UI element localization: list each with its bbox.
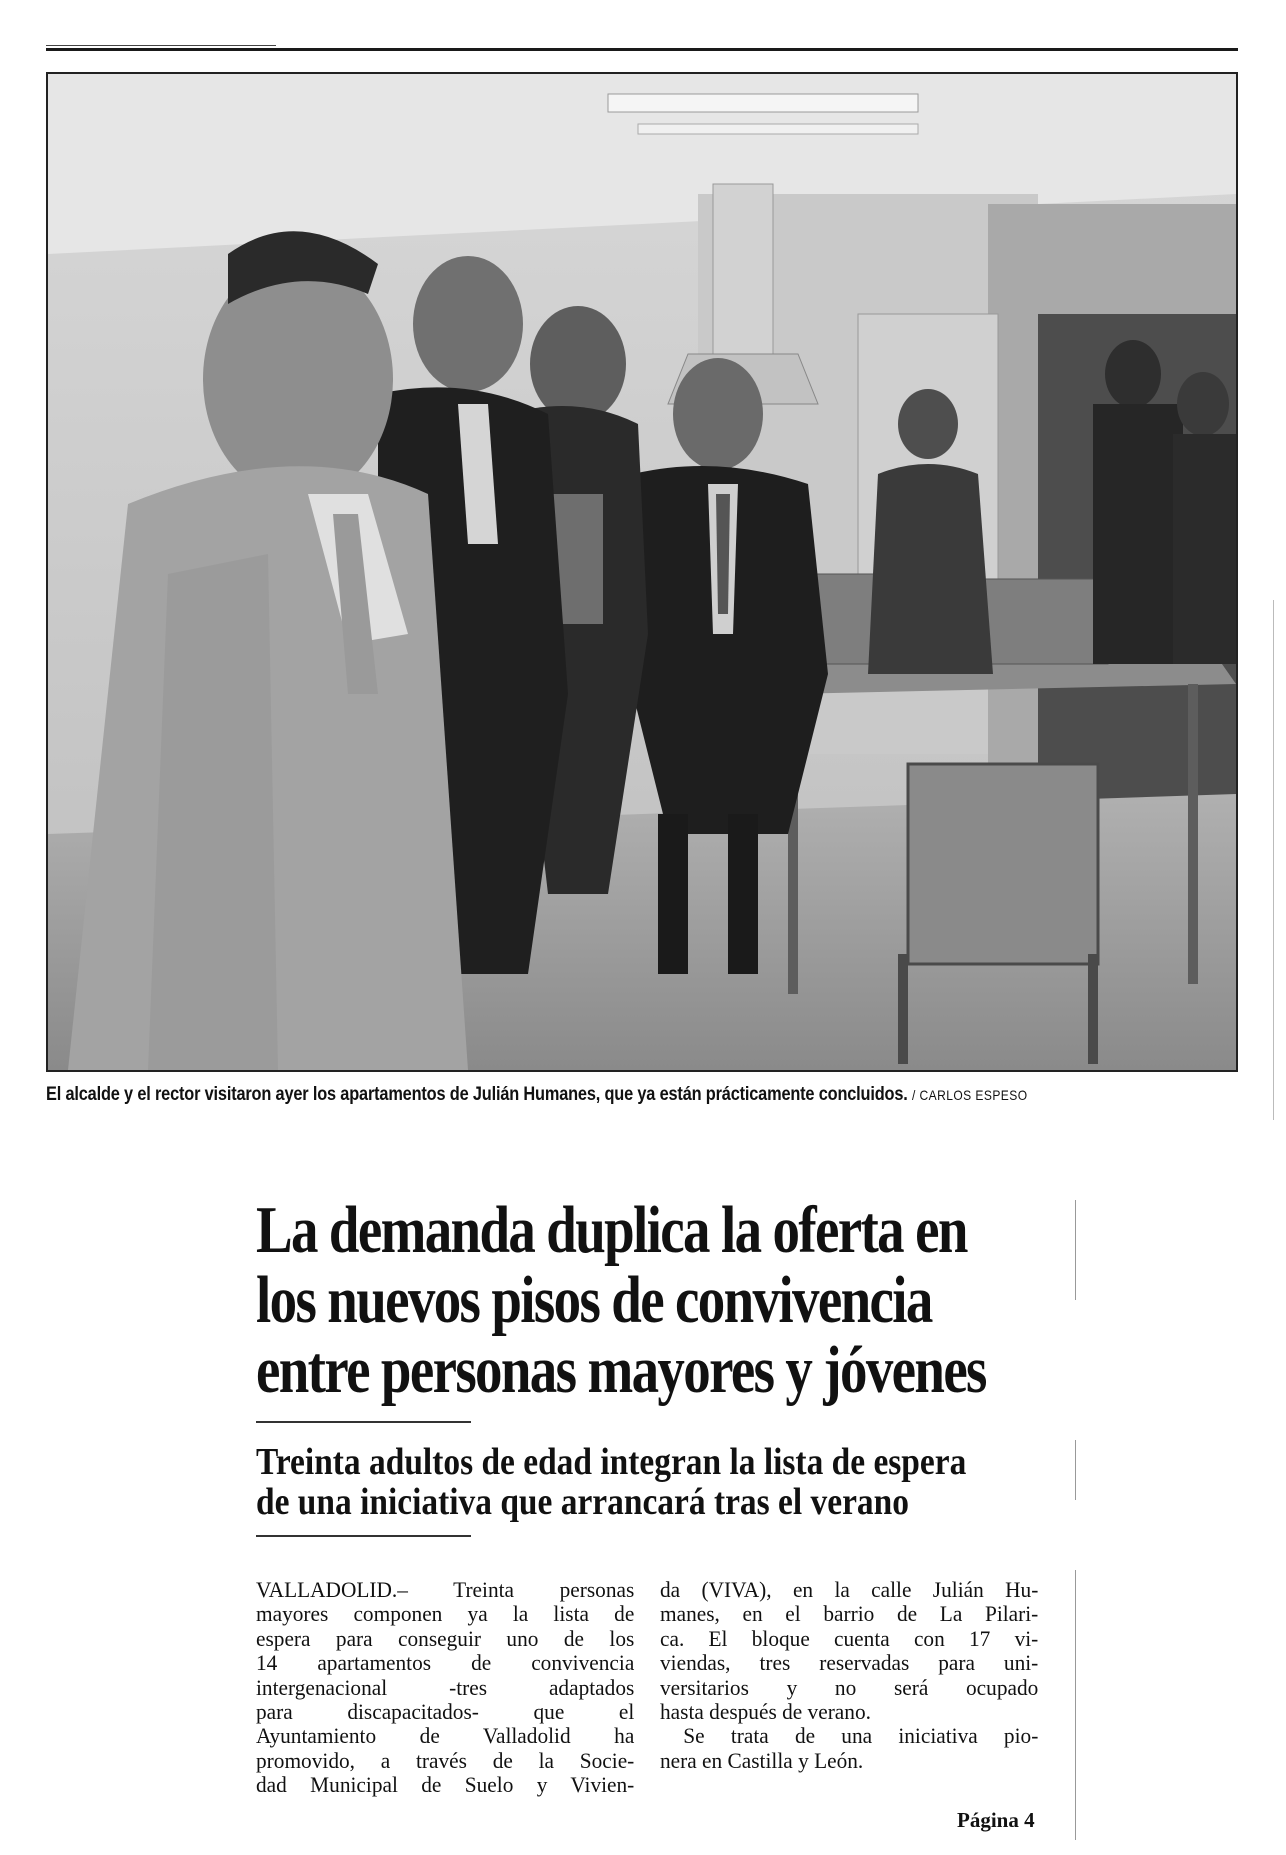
body-line: versitarios y no será ocupado (660, 1674, 1039, 1700)
subheadline (256, 1442, 978, 1522)
page-edge-line (1273, 600, 1274, 1120)
body-column-2 (660, 1578, 1038, 1773)
body-line: intergenacional -tres adaptados (256, 1674, 635, 1700)
body-line: promovido, a través de la Socie- (256, 1747, 635, 1773)
body-line: ca. El bloque cuenta con 17 vi- (660, 1625, 1039, 1651)
headline-line: los nuevos pisos de convivencia (256, 1263, 932, 1337)
top-rule-thin (46, 45, 276, 46)
news-photo (46, 72, 1238, 1072)
body-line: Ayuntamiento de Valladolid ha (256, 1723, 635, 1749)
body-line: manes, en el barrio de La Pilari- (660, 1601, 1039, 1627)
subhead-rule-top (256, 1421, 471, 1423)
subhead-rule-bottom (256, 1535, 471, 1537)
body-line: hasta después de verano. (660, 1699, 871, 1725)
body-column-1 (256, 1578, 634, 1798)
subhead-line: de una iniciativa que arrancará tras el verano (256, 1481, 909, 1523)
body-line: espera para conseguir uno de los (256, 1625, 635, 1651)
photo-credit: / CARLOS ESPESO (911, 1087, 1028, 1103)
body-line: VALLADOLID.– Treinta personas (256, 1577, 635, 1602)
photo-caption (46, 1084, 1078, 1106)
subhead-line: Treinta adultos de edad integran la lista de espera (256, 1441, 967, 1483)
body-line: Se trata de una iniciativa pio- (683, 1723, 1039, 1749)
column-rule (1075, 1200, 1076, 1300)
body-line: para discapacitados- que el (256, 1699, 635, 1725)
top-rule (46, 48, 1238, 51)
body-line: 14 apartamentos de convivencia (256, 1650, 635, 1676)
headline-line: entre personas mayores y jóvenes (256, 1333, 986, 1407)
caption-text: El alcalde y el rector visitaron ayer los apartamentos de Julián Humanes, que ya están prácticamente concluidos. (46, 1084, 908, 1105)
column-rule (1075, 1440, 1076, 1500)
headline-line: La demanda duplica la oferta en (256, 1193, 967, 1267)
column-rule (1075, 1570, 1076, 1840)
body-line: nera en Castilla y León. (660, 1747, 864, 1773)
body-line: mayores componen ya la lista de (256, 1601, 635, 1627)
body-line: viendas, tres reservadas para uni- (660, 1650, 1039, 1676)
headline (256, 1193, 986, 1407)
body-line: dad Municipal de Suelo y Vivien- (256, 1772, 635, 1798)
body-line: da (VIVA), en la calle Julián Hu- (660, 1577, 1039, 1602)
page-reference: Página 4 (957, 1808, 1035, 1832)
